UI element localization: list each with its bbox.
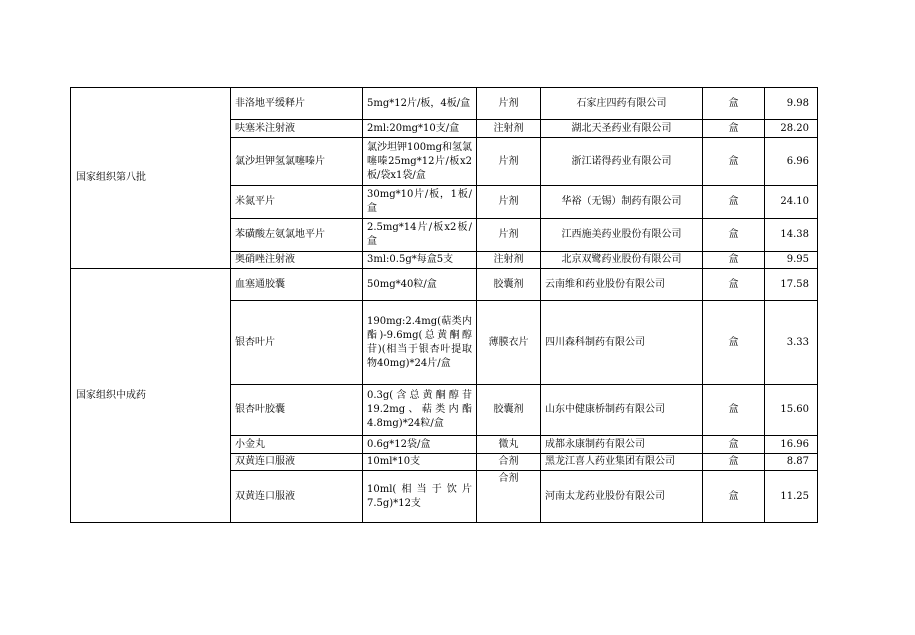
drug-name: 银杏叶片 — [231, 301, 363, 385]
drug-name: 非洛地平缓释片 — [231, 88, 363, 120]
drug-name: 米氮平片 — [231, 186, 363, 219]
dosage-form: 胶囊剂 — [477, 385, 541, 436]
company: 黑龙江喜人药业集团有限公司 — [541, 454, 703, 471]
dosage-form: 合剂 — [477, 454, 541, 471]
drug-name: 呋塞米注射液 — [231, 120, 363, 138]
price: 11.25 — [765, 471, 818, 523]
drug-price-table — [70, 87, 818, 523]
unit: 盒 — [703, 385, 765, 436]
dosage-form: 片剂 — [477, 186, 541, 219]
company: 浙江诺得药业有限公司 — [541, 138, 703, 186]
drug-spec: 50mg*40粒/盒 — [363, 269, 477, 301]
unit: 盒 — [703, 471, 765, 523]
drug-name: 双黄连口服液 — [231, 471, 363, 523]
company: 山东中健康桥制药有限公司 — [541, 385, 703, 436]
dosage-form: 薄膜衣片 — [477, 301, 541, 385]
price: 28.20 — [765, 120, 818, 138]
drug-spec: 2.5mg*14片/板x2板/盒 — [363, 219, 477, 252]
price: 15.60 — [765, 385, 818, 436]
price: 9.95 — [765, 252, 818, 269]
dosage-form: 注射剂 — [477, 120, 541, 138]
price: 17.58 — [765, 269, 818, 301]
unit: 盒 — [703, 454, 765, 471]
unit: 盒 — [703, 252, 765, 269]
dosage-form: 合剂 — [477, 471, 541, 523]
unit: 盒 — [703, 120, 765, 138]
drug-name: 小金丸 — [231, 436, 363, 454]
price: 14.38 — [765, 219, 818, 252]
company: 成都永康制药有限公司 — [541, 436, 703, 454]
dosage-form: 微丸 — [477, 436, 541, 454]
drug-name: 苯磺酸左氨氯地平片 — [231, 219, 363, 252]
drug-name: 双黄连口服液 — [231, 454, 363, 471]
drug-spec: 2ml:20mg*10支/盒 — [363, 120, 477, 138]
drug-spec: 30mg*10片/板，1板/盒 — [363, 186, 477, 219]
table-row — [71, 269, 818, 301]
drug-spec: 0.3g(含总黄酮醇苷19.2mg、萜类内酯4.8mg)*24粒/盒 — [363, 385, 477, 436]
price: 6.96 — [765, 138, 818, 186]
price: 3.33 — [765, 301, 818, 385]
unit: 盒 — [703, 219, 765, 252]
table-row — [71, 88, 818, 120]
dosage-form: 注射剂 — [477, 252, 541, 269]
company: 河南太龙药业股份有限公司 — [541, 471, 703, 523]
price: 24.10 — [765, 186, 818, 219]
company: 北京双鹭药业股份有限公司 — [541, 252, 703, 269]
drug-name: 氯沙坦钾氢氯噻嗪片 — [231, 138, 363, 186]
drug-spec: 氯沙坦钾100mg和氢氯噻嗪25mg*12片/板x2板/袋x1袋/盒 — [363, 138, 477, 186]
unit: 盒 — [703, 138, 765, 186]
company: 四川森科制药有限公司 — [541, 301, 703, 385]
unit: 盒 — [703, 301, 765, 385]
dosage-form: 胶囊剂 — [477, 269, 541, 301]
unit: 盒 — [703, 269, 765, 301]
drug-spec: 10ml(相当于饮片7.5g)*12支 — [363, 471, 477, 523]
drug-spec: 5mg*12片/板，4板/盒 — [363, 88, 477, 120]
dosage-form: 片剂 — [477, 138, 541, 186]
dosage-form: 片剂 — [477, 88, 541, 120]
drug-name: 银杏叶胶囊 — [231, 385, 363, 436]
price: 9.98 — [765, 88, 818, 120]
company: 华裕（无锡）制药有限公司 — [541, 186, 703, 219]
company: 江西施美药业股份有限公司 — [541, 219, 703, 252]
company: 石家庄四药有限公司 — [541, 88, 703, 120]
dosage-form: 片剂 — [477, 219, 541, 252]
unit: 盒 — [703, 186, 765, 219]
drug-spec: 10ml*10支 — [363, 454, 477, 471]
drug-name: 奥硝唑注射液 — [231, 252, 363, 269]
company: 云南维和药业股份有限公司 — [541, 269, 703, 301]
company: 湖北天圣药业有限公司 — [541, 120, 703, 138]
drug-name: 血塞通胶囊 — [231, 269, 363, 301]
drug-spec: 3ml:0.5g*每盒5支 — [363, 252, 477, 269]
drug-spec: 0.6g*12袋/盒 — [363, 436, 477, 454]
price: 16.96 — [765, 436, 818, 454]
unit: 盒 — [703, 88, 765, 120]
group-label: 国家组织第八批 — [71, 88, 231, 269]
price: 8.87 — [765, 454, 818, 471]
drug-spec: 190mg:2.4mg(萜类内酯)-9.6mg(总黄酮醇苷)(相当于银杏叶提取物40mg)*24片/盒 — [363, 301, 477, 385]
group-label: 国家组织中成药 — [71, 269, 231, 523]
unit: 盒 — [703, 436, 765, 454]
